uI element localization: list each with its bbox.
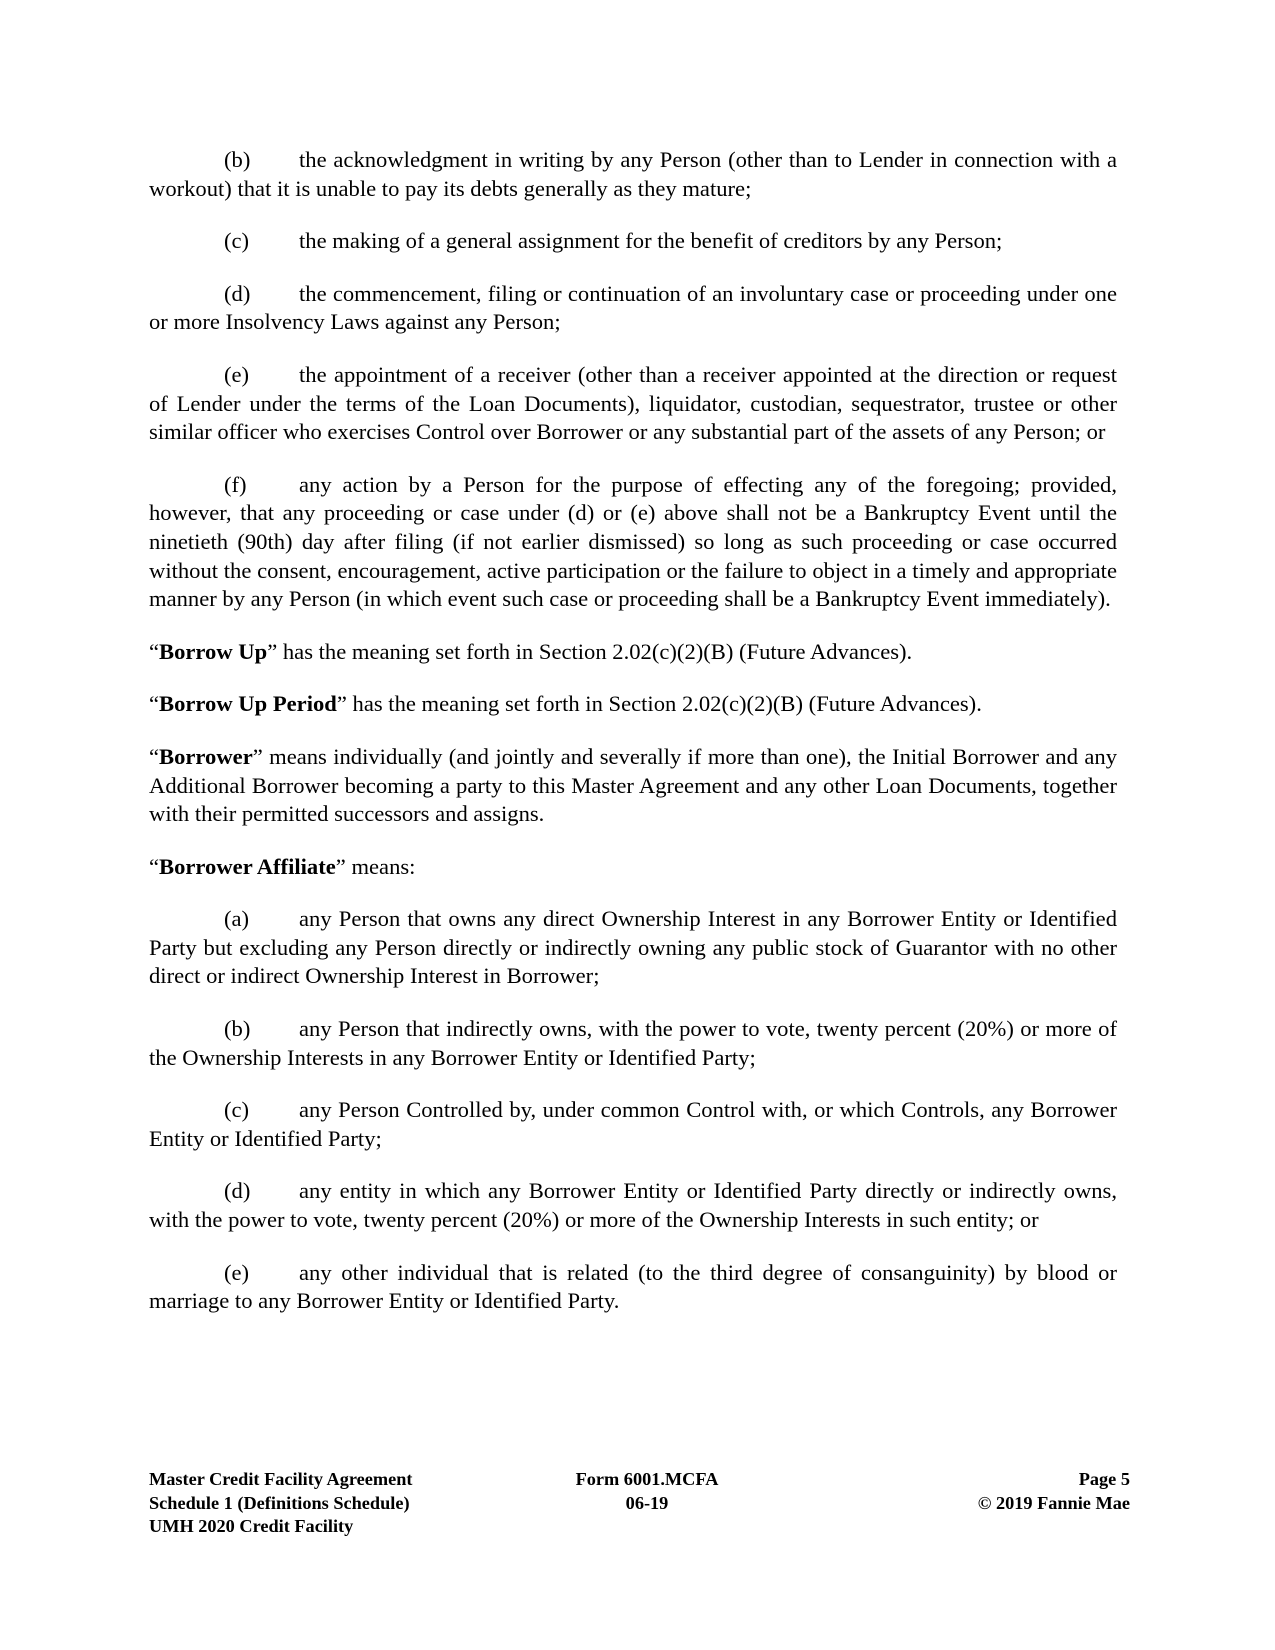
footer-right (870, 1468, 1130, 1515)
definition-borrow-up-period (149, 690, 1117, 719)
item-label: (c) (224, 228, 250, 254)
item-text: any Person Controlled by, under common Control with, or which Controls, any Borrower Entity or Identified Party; (149, 1097, 1117, 1151)
definition-text: means individually (and jointly and severally if more than one), the Initial Borrower and any Additional Borrower becoming a party to this Master Agreement and any other Loan Documents, together with their permitted successors and assigns. (149, 743, 1117, 827)
definition-borrower (149, 743, 1117, 829)
item-text: the appointment of a receiver (other than a receiver appointed at the direction or request of Lender under the terms of the Loan Documents), liquidator, custodian, sequestrator, trustee or other similar officer who exercises Control over Borrower or any substantial part of the assets of any Person; or (149, 361, 1117, 445)
item-label: (c) (224, 1097, 250, 1123)
item-label: (b) (224, 147, 251, 172)
affiliate-item-a (149, 905, 1117, 991)
open-quote: “ (149, 691, 160, 717)
affiliate-item-b (149, 1015, 1117, 1072)
footer-left (149, 1468, 509, 1539)
footer-schedule-name: Schedule 1 (Definitions Schedule) (149, 1492, 410, 1513)
definition-text: means: (345, 853, 416, 879)
item-text: the making of a general assignment for the benefit of creditors by any Person; (299, 228, 1003, 254)
open-quote: “ (149, 743, 160, 769)
item-text: any other individual that is related (to the third degree of consanguinity) by blood or marriage to any Borrower Entity or Identified Party. (149, 1259, 1117, 1314)
close-quote: ” (336, 691, 347, 717)
item-label: (a) (224, 906, 250, 932)
definition-text: has the meaning set forth in Section 2.02(c)(2)(B) (Future Advances). (346, 691, 982, 717)
close-quote: ” (252, 743, 263, 769)
item-text: the acknowledgment in writing by any Person (other than to Lender in connection with a workout) that it is unable to pay its debts generally as they mature; (149, 147, 1117, 201)
affiliate-item-d (149, 1177, 1117, 1234)
item-text: any action by a Person for the purpose of effecting any of the foregoing; provided, however, that any proceeding or case under (d) or (e) above shall not be a Bankruptcy Event until the ninetieth (90th) day after filing (if not earlier dismissed) so long as such proceeding or case occurred without the consent, encouragement, active participation or the failure to object in a timely and appropriate manner by any Person (in which event such case or proceeding shall be a Bankruptcy Event immediately). (149, 471, 1117, 612)
affiliate-item-c (149, 1096, 1117, 1153)
item-label: (f) (224, 471, 247, 497)
defined-term: Borrow Up (159, 638, 268, 664)
footer-center (547, 1468, 747, 1515)
bankruptcy-item-b (149, 146, 1117, 203)
bankruptcy-item-e (149, 361, 1117, 447)
footer-facility-name: UMH 2020 Credit Facility (149, 1516, 354, 1536)
footer-form-number: Form 6001.MCFA (575, 1469, 719, 1489)
defined-term: Borrow Up Period (159, 691, 337, 717)
close-quote: ” (267, 638, 278, 664)
bankruptcy-item-c (149, 227, 1117, 256)
item-label: (e) (224, 361, 250, 387)
defined-term: Borrower (159, 743, 253, 769)
page-number: Page 5 (1078, 1469, 1130, 1489)
item-label: (b) (224, 1016, 251, 1042)
item-text: the commencement, filing or continuation of an involuntary case or proceeding under one or more Insolvency Laws against any Person; (149, 280, 1117, 335)
document-body (149, 146, 1117, 1340)
item-label: (d) (224, 1178, 251, 1204)
bankruptcy-item-f (149, 471, 1117, 614)
copyright-notice: © 2019 Fannie Mae (977, 1492, 1130, 1513)
item-label: (d) (224, 280, 251, 306)
definition-borrow-up (149, 638, 1117, 667)
definition-borrower-affiliate (149, 853, 1117, 882)
close-quote: ” (335, 853, 346, 879)
open-quote: “ (149, 638, 160, 664)
defined-term: Borrower Affiliate (159, 853, 336, 879)
item-label: (e) (224, 1259, 250, 1285)
item-text: any Person that indirectly owns, with the power to vote, twenty percent (20%) or more of the Ownership Interests in any Borrower Entity or Identified Party; (149, 1016, 1117, 1070)
item-text: any Person that owns any direct Ownership Interest in any Borrower Entity or Identified Party but excluding any Person directly or indirectly owning any public stock of Guarantor with no other direct or indirect Ownership Interest in Borrower; (149, 906, 1117, 989)
affiliate-item-e (149, 1259, 1117, 1316)
footer-form-date: 06-19 (625, 1492, 669, 1513)
footer-agreement-title: Master Credit Facility Agreement (149, 1469, 413, 1489)
definition-text: has the meaning set forth in Section 2.02(c)(2)(B) (Future Advances). (277, 638, 913, 664)
bankruptcy-item-d (149, 280, 1117, 337)
item-text: any entity in which any Borrower Entity or Identified Party directly or indirectly owns, with the power to vote, twenty percent (20%) or more of the Ownership Interests in such entity; or (149, 1178, 1117, 1233)
open-quote: “ (149, 853, 160, 879)
